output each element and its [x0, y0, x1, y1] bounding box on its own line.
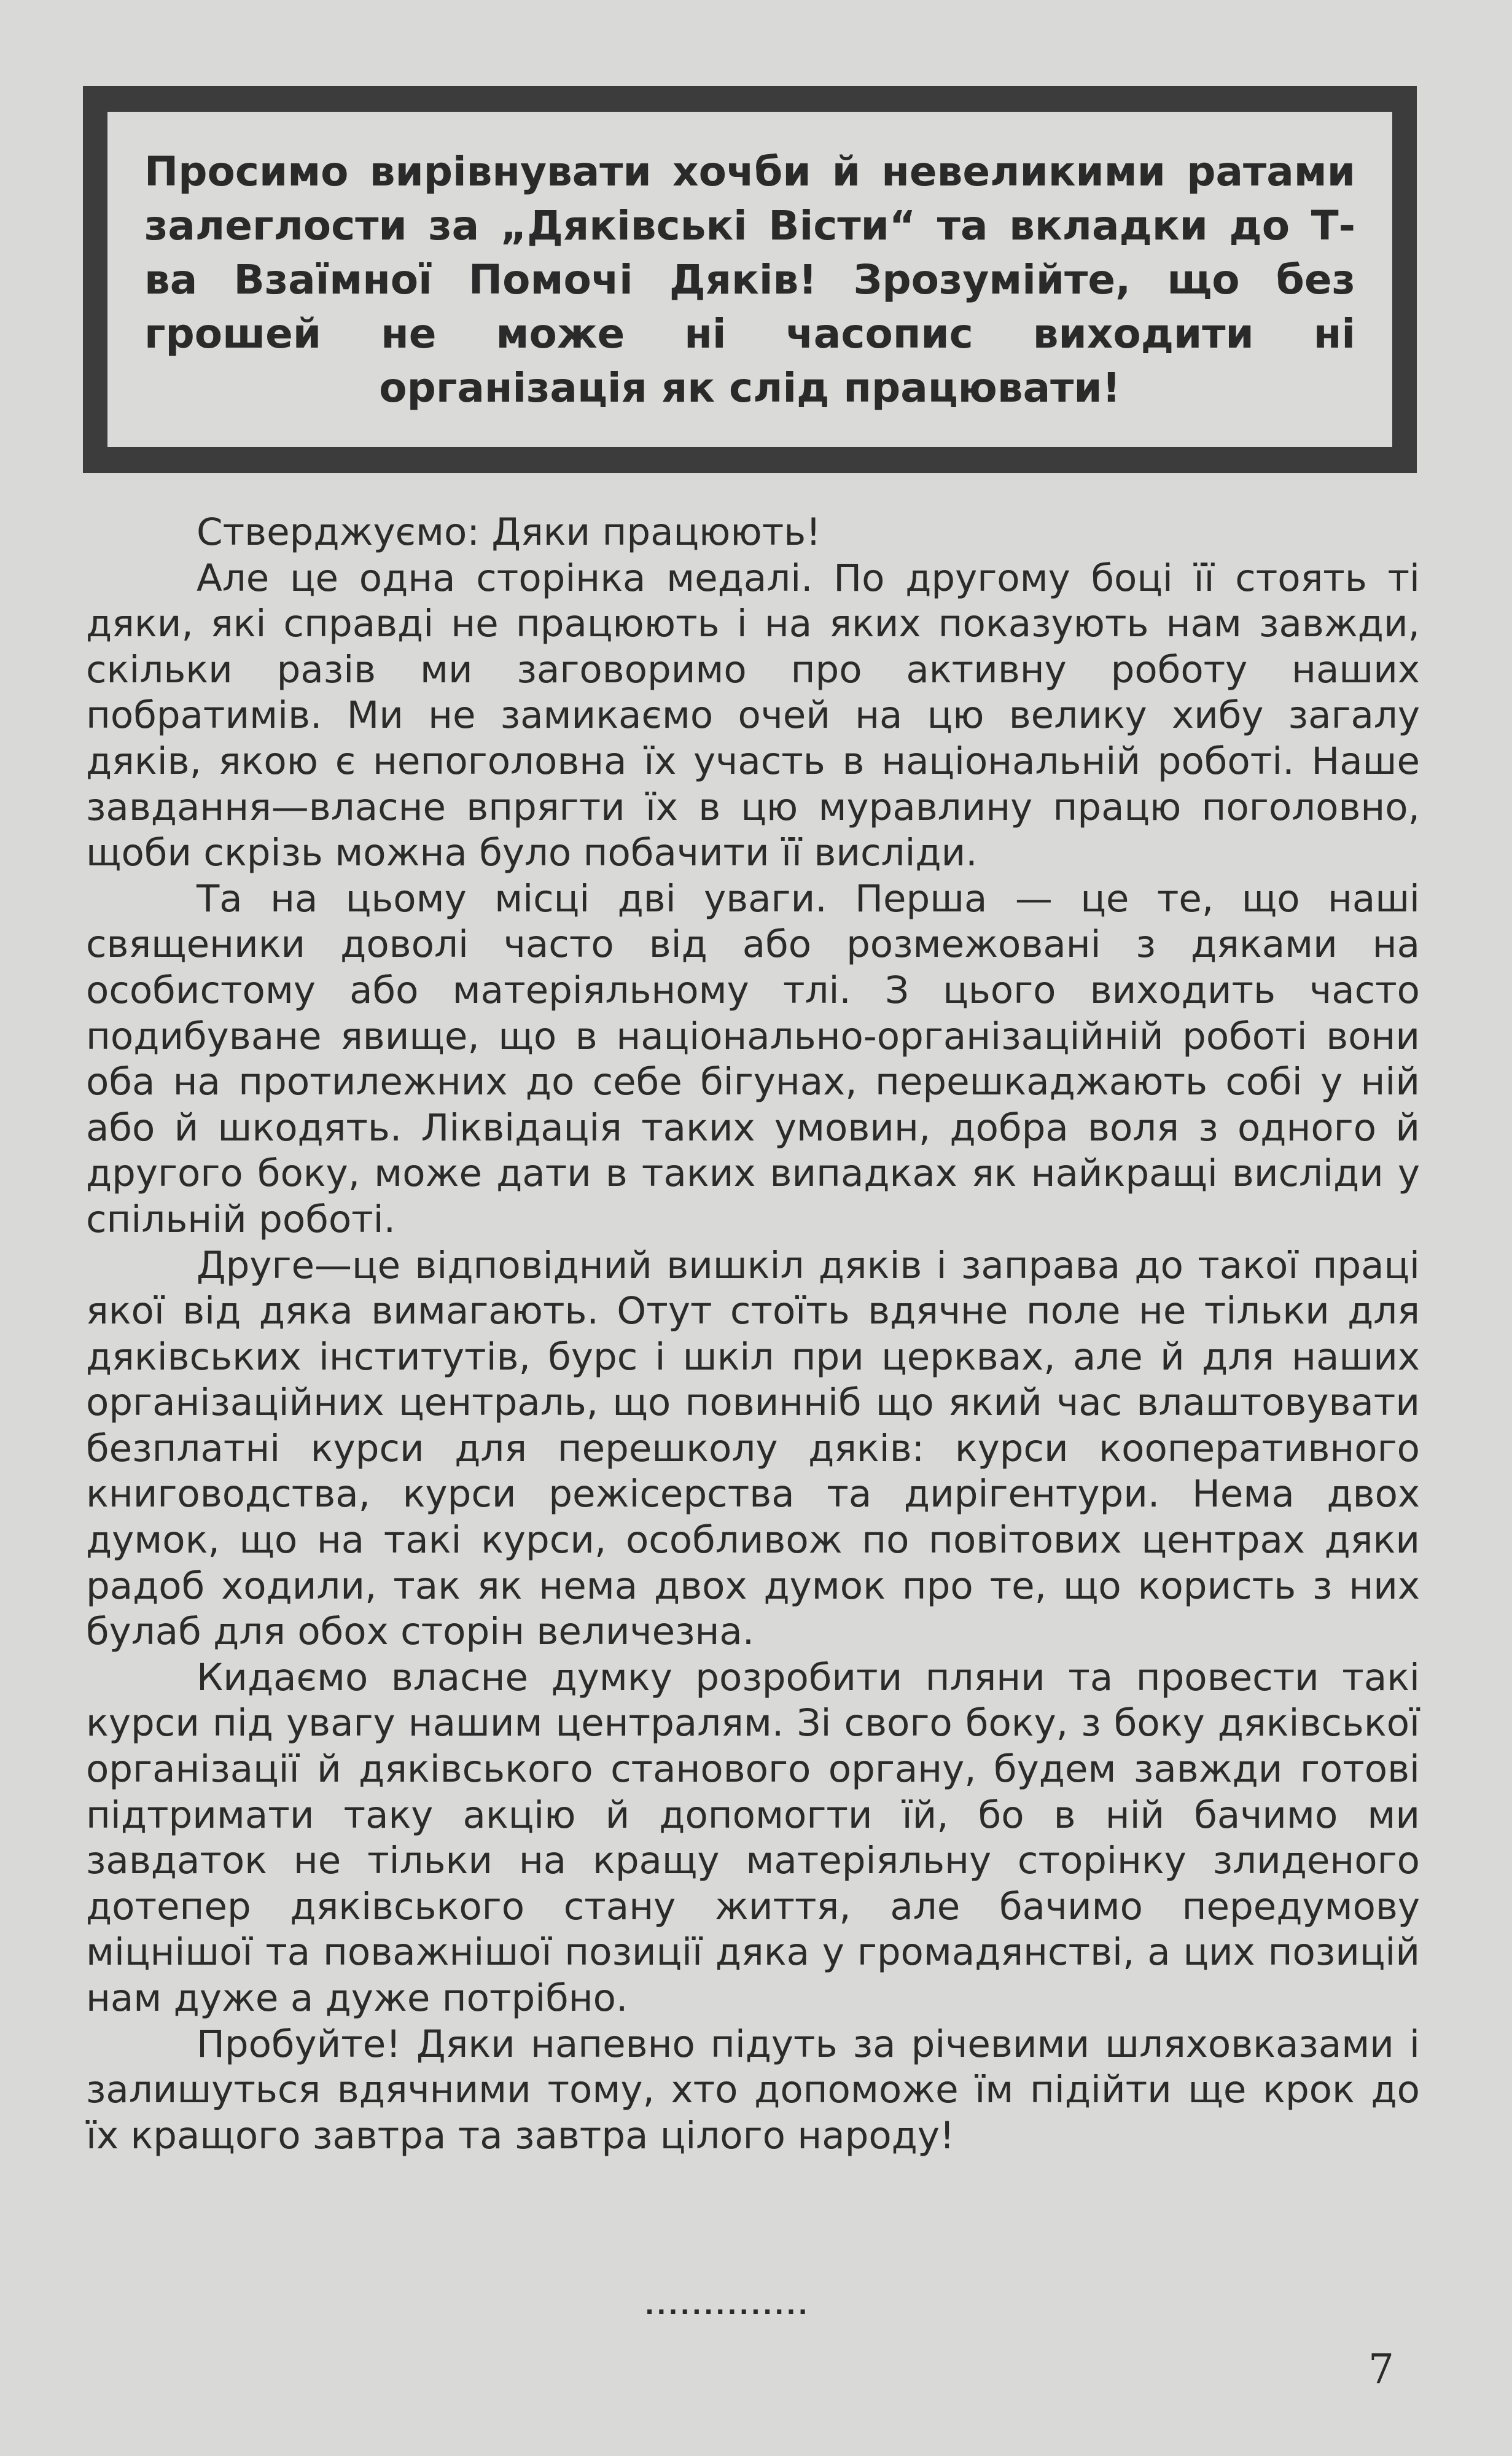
- article-paragraph: Пробуйте! Дяки напевно підуть за річевими шляховказами і залишуться вдячними тому, хто допоможе їм підійти ще крок до їх кращого завтра та завтра цілого народу!: [86, 2022, 1420, 2158]
- notice-box: [83, 86, 1417, 473]
- notice-text: Просимо вирівнувати хочби й невеликими ратами залеглости за „Дяківські Вісти“ та вкладки до Т-ва Взаїмної Помочі Дяків! Зрозумійте, що без грошей не може ні часопис виходити ні організація як слід працювати!: [144, 148, 1355, 411]
- article-paragraph: Та на цьому місці дві уваги. Перша — це те, що наші священики доволі часто від або розмежовані з дяками на особистому або матеріяльному тлі. З цього виходить часто подибуване явище, що в національно-організаційній роботі вони оба на протилежних до себе бігунах, перешкаджають собі у ній або й шкодять. Ліквідація таких умовин, добра воля з одного й другого боку, може дати в таких випадках як найкращі висліди у спільній роботі.: [86, 876, 1420, 1241]
- article-body: [86, 510, 1420, 2159]
- article-paragraph: Друге—це відповідний вишкіл дяків і заправа до такої праці якої від дяка вимагають. Отут стоїть вдячне поле не тільки для дяківських інститутів, бурс і шкіл при церквах, але й для наших організаційних централь, що повинніб що який час влаштовувати безплатні курси для перешколу дяків: курси кооперативного книговодства, курси режісерства та дирігентури. Нема двох думок, що на такі курси, особливож по повітових центрах дяки радоб ходили, так як нема двох думок про те, що користь з них булаб для обох сторін величезна.: [86, 1243, 1420, 1654]
- page-number: 7: [1368, 2345, 1394, 2393]
- section-separator: ..............: [645, 2292, 810, 2320]
- article-paragraph: Стверджуємо: Дяки працюють!: [197, 510, 821, 554]
- article-paragraph: Але це одна сторінка медалі. По другому боці її стоять ті дяки, які справді не працюють і на яких показують нам завжди, скільки разів ми заговоримо про активну роботу наших побратимів. Ми не замикаємо очей на цю велику хибу загалу дяків, якою є непоголовна їх участь в національній роботі. Наше завдання—власне впрягти їх в цю муравлину працю поголовно, щоби скрізь можна було побачити її висліди.: [86, 556, 1420, 875]
- article-paragraph: Кидаємо власне думку розробити пляни та провести такі курси під увагу нашим централям. Зі свого боку, з боку дяківської організації й дяківського станового органу, будем завжди готові підтримати таку акцію й допомогти їй, бо в ній бачимо ми завдаток не тільки на кращу матеріяльну сторінку злиденого дотепер дяківського стану життя, але бачимо передумову міцнішої та поважнішої позиції дяка у громадянстві, а цих позицій нам дуже а дуже потрібно.: [86, 1655, 1420, 2020]
- notice-inner: [107, 112, 1392, 447]
